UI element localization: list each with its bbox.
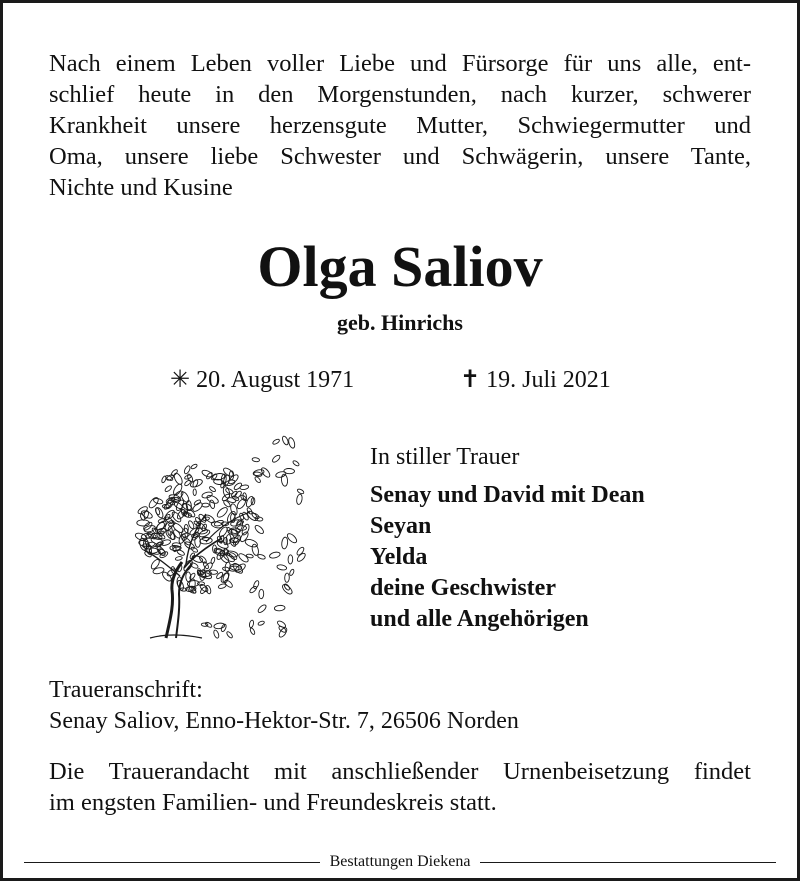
intro-line: Oma, unsere liebe Schwester und Schwägerin, unsere Tante,: [49, 143, 751, 170]
intro-line: Krankheit unsere herzensgute Mutter, Schwiegermutter und: [49, 112, 751, 139]
leaf: [190, 562, 199, 570]
deceased-name: Olga Saliov: [257, 234, 543, 299]
leaf: [173, 472, 184, 486]
mourner-name: Senay und David mit Dean: [370, 482, 645, 508]
leaf: [213, 629, 220, 638]
leaf: [226, 631, 234, 639]
leaf: [182, 559, 194, 572]
mourners-list: [370, 480, 645, 635]
leaf: [259, 589, 264, 599]
leaf: [216, 506, 229, 519]
leaf: [272, 438, 280, 445]
leaf: [249, 585, 258, 593]
service-line: Die Trauerandacht mit anschließender Urnenbeisetzung findet: [49, 758, 751, 785]
mourner-name: und alle Angehörigen: [370, 606, 589, 632]
leaf: [214, 622, 225, 629]
leaf: [252, 457, 260, 462]
leaf: [253, 471, 262, 477]
funeral-home-name: Bestattungen Diekena: [329, 853, 471, 870]
leaf: [224, 537, 228, 544]
leaf: [190, 463, 197, 469]
death-cross-icon: ✝: [460, 367, 481, 393]
leaf: [150, 558, 161, 570]
leaf: [288, 437, 296, 449]
mourner-name: Seyan: [370, 513, 432, 539]
birth-date-line: [170, 364, 354, 396]
intro-line: schlief heute in den Morgenstunden, nach kurzer, schwerer: [49, 81, 751, 108]
leaf: [209, 570, 218, 575]
leaf: [157, 528, 167, 535]
leaf: [191, 501, 203, 513]
leaf: [202, 503, 209, 507]
leaf: [218, 583, 227, 589]
leaf: [258, 620, 265, 626]
footer-rule-left: [24, 862, 320, 863]
mourning-intro: In stiller Trauer: [370, 444, 520, 470]
leaf: [249, 627, 255, 635]
leaf: [269, 551, 281, 559]
service-note: [49, 756, 751, 818]
leaf: [251, 544, 259, 556]
mourning-address: Senay Saliov, Enno-Hektor-Str. 7, 26506 Norden: [49, 708, 519, 734]
leaf: [289, 569, 295, 576]
leaf: [254, 524, 265, 535]
leaf: [257, 604, 267, 614]
birth-date: 20. August 1971: [196, 367, 355, 393]
leaf: [260, 466, 271, 478]
leaf: [271, 454, 281, 463]
leaf: [161, 476, 167, 484]
leaf: [183, 465, 191, 475]
leaf: [137, 505, 149, 515]
leaf: [182, 532, 190, 537]
service-line: im engsten Familien- und Freundeskreis statt.: [49, 789, 497, 816]
leaf: [254, 476, 261, 484]
leaf: [210, 557, 215, 564]
footer: [0, 852, 800, 872]
leaf: [172, 483, 184, 497]
address-label: Traueranschrift:: [49, 677, 203, 703]
leaf: [288, 555, 293, 564]
leaf: [281, 537, 288, 549]
mourner-name: Yelda: [370, 544, 428, 570]
leaf: [296, 494, 303, 505]
leaf: [249, 620, 254, 628]
leaf: [193, 489, 196, 496]
leaf: [175, 556, 183, 561]
leaf: [201, 469, 213, 478]
leaf: [226, 534, 232, 544]
leaf: [292, 460, 300, 467]
leaf: [164, 485, 172, 493]
leaf: [284, 468, 295, 474]
leaf: [240, 484, 249, 490]
leaf: [297, 488, 305, 494]
leaf: [251, 512, 260, 519]
footer-rule-right: [480, 862, 776, 863]
leaf: [274, 605, 285, 611]
birth-star-icon: ✳: [170, 367, 191, 393]
maiden-name: geb. Hinrichs: [337, 310, 463, 335]
death-date-line: [460, 364, 611, 396]
intro-line: Nach einem Leben voller Liebe und Fürsorge für uns alle, ent-: [49, 50, 751, 77]
windblown-tree-icon: [122, 430, 306, 642]
leaf: [244, 538, 258, 548]
death-date: 19. Juli 2021: [486, 367, 611, 393]
leaf: [285, 573, 290, 582]
leaf: [205, 621, 213, 628]
leaf: [283, 583, 290, 591]
intro-text: [49, 48, 751, 203]
leaf: [161, 571, 173, 583]
intro-line: Nichte und Kusine: [49, 174, 233, 201]
leaf: [189, 478, 203, 488]
mourner-name: deine Geschwister: [370, 575, 556, 601]
leaf: [277, 564, 288, 571]
